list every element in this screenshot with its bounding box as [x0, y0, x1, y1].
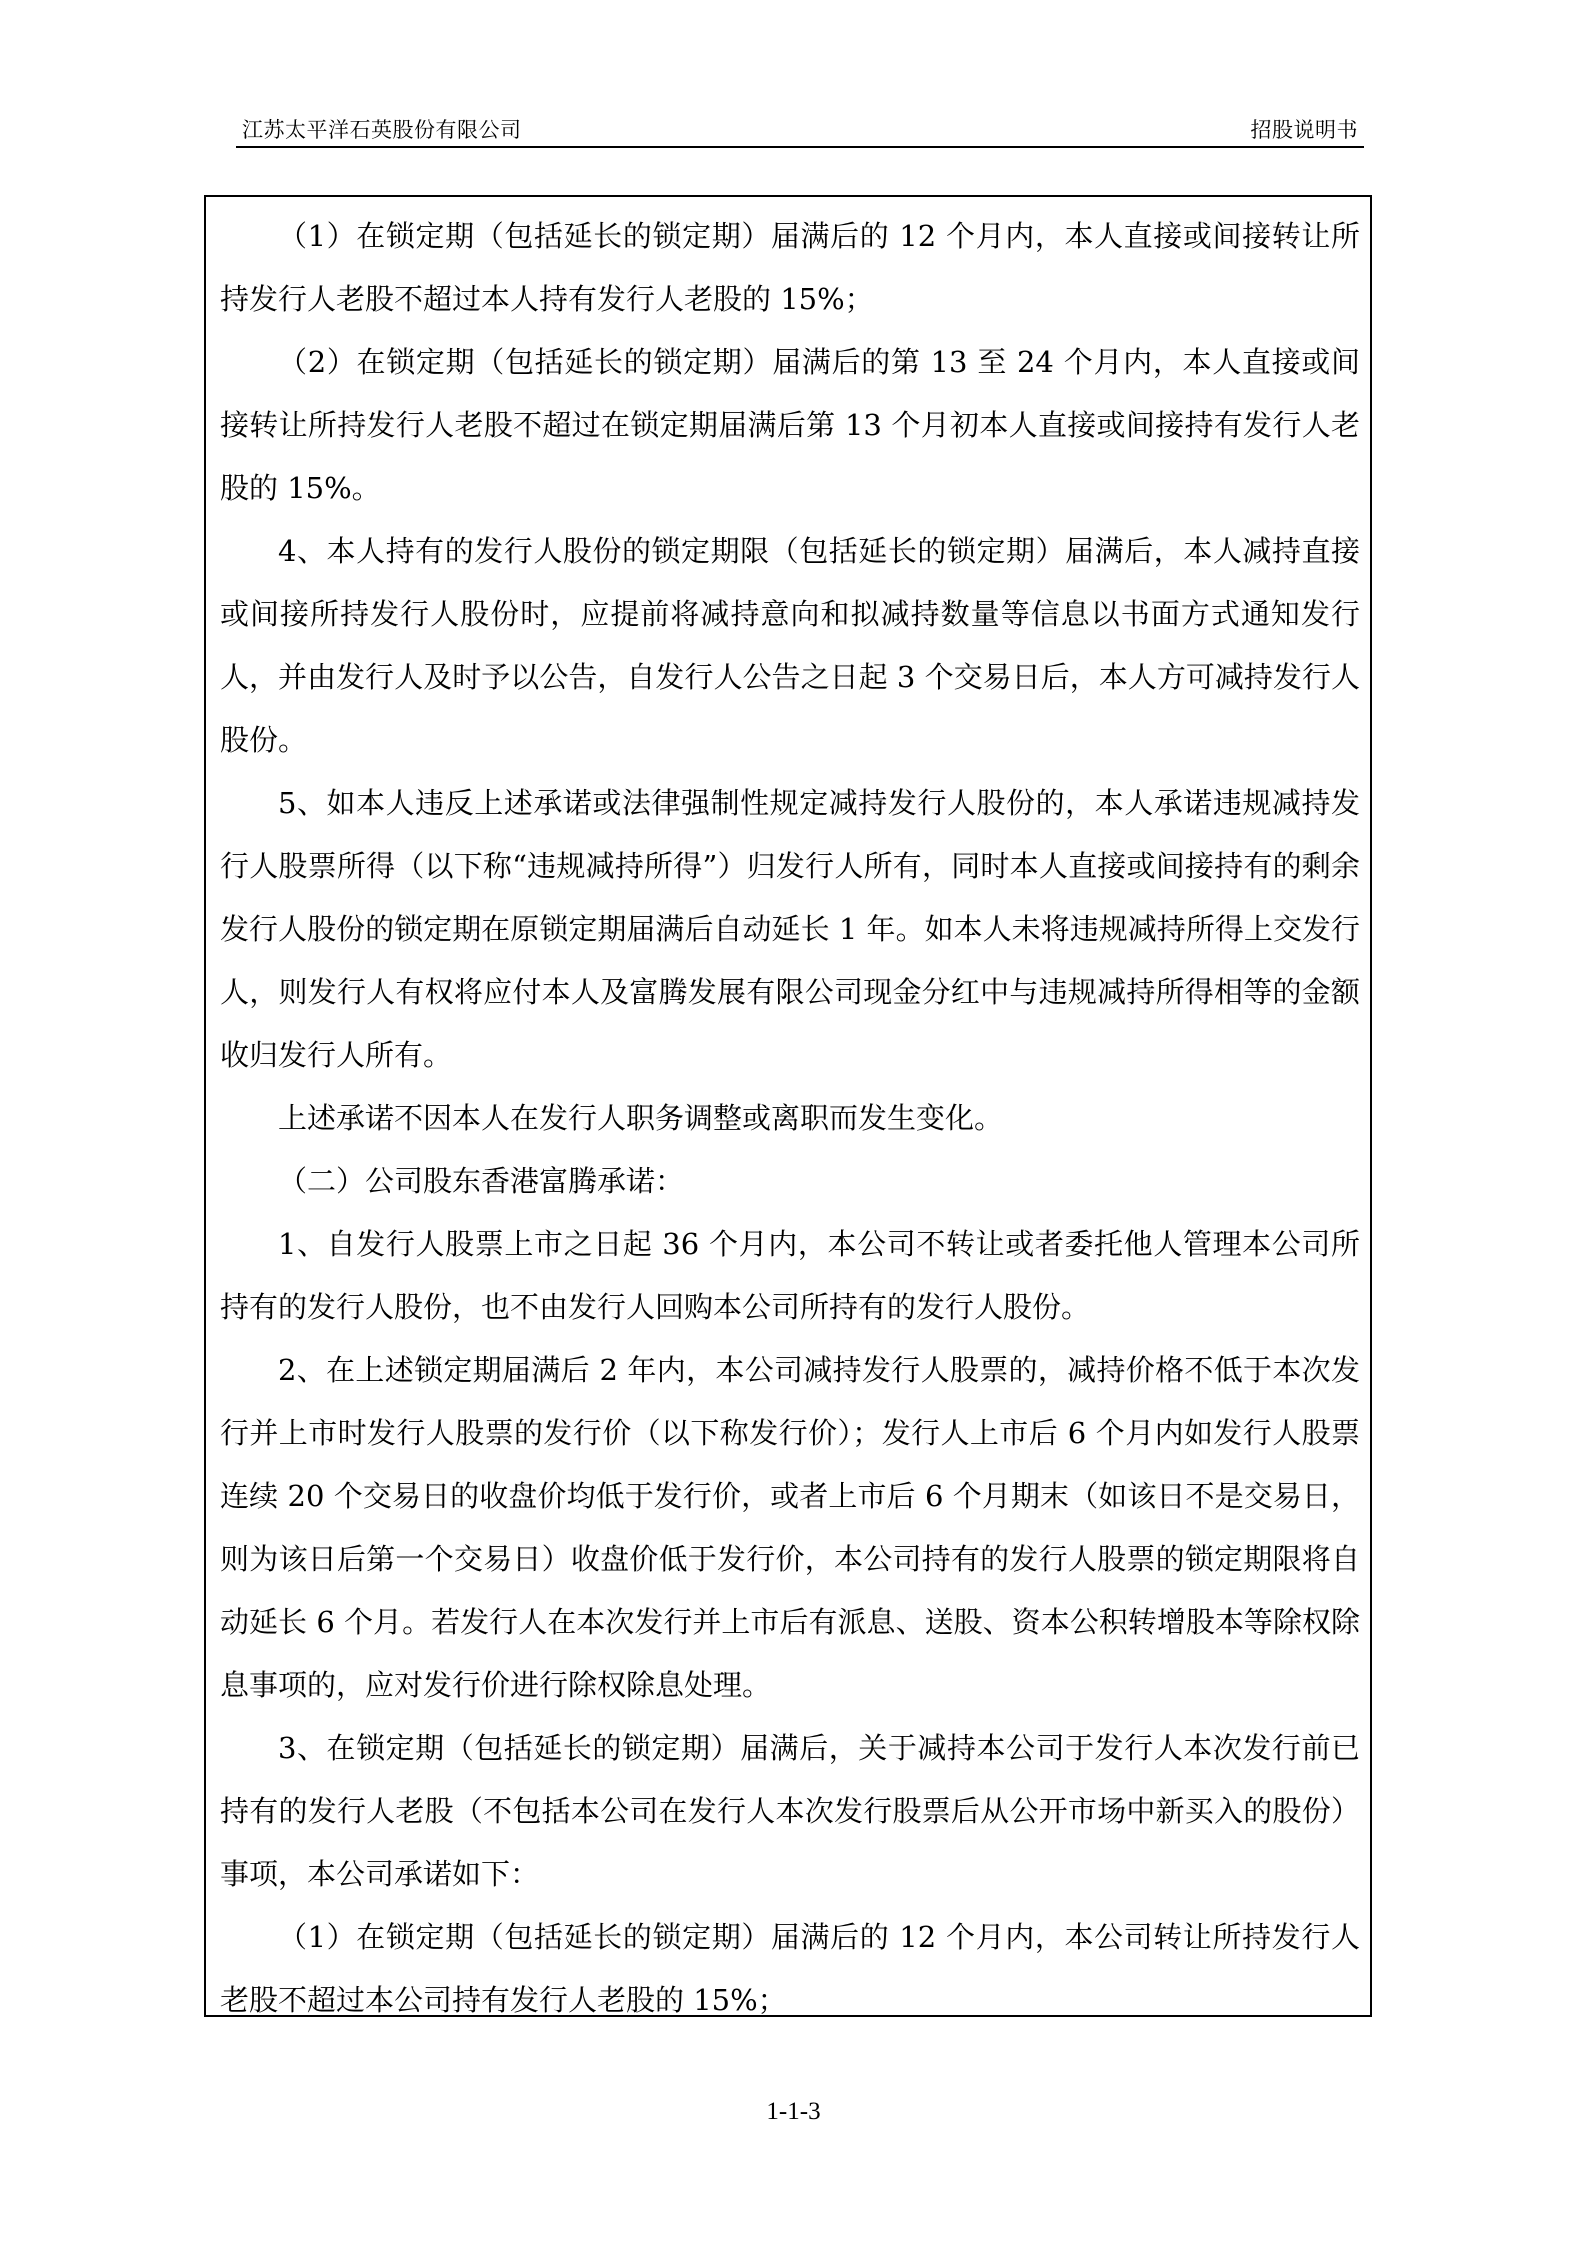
paragraph: 3、在锁定期（包括延长的锁定期）届满后，关于减持本公司于发行人本次发行前已持有的发行人老股（不包括本公司在发行人本次发行股票后从公开市场中新买入的股份）事项，本公司承诺如下： — [220, 1731, 1360, 1891]
company-name: 江苏太平洋石英股份有限公司 — [242, 118, 522, 142]
content-frame — [204, 195, 1372, 2017]
paragraph: 2、在上述锁定期届满后 2 年内，本公司减持发行人股票的，减持价格不低于本次发行并上市时发行人股票的发行价（以下称发行价）；发行人上市后 6 个月内如发行人股票连续 20 个交易日的收盘价均低于发行价，或者上市后 6 个月期末（如该日不是交易日，则为该日后第一个交易日）收盘价低于发行价，本公司持有的发行人股票的锁定期限将自动延长 6 个月。若发行人在本次发行并上市后有派息、送股、资本公积转增股本等除权除息事项的，应对发行价进行除权除息处理。 — [220, 1353, 1360, 1702]
paragraph: 4、本人持有的发行人股份的锁定期限（包括延长的锁定期）届满后，本人减持直接或间接所持发行人股份时，应提前将减持意向和拟减持数量等信息以书面方式通知发行人，并由发行人及时予以公告，自发行人公告之日起 3 个交易日后，本人方可减持发行人股份。 — [220, 534, 1360, 757]
page-header — [236, 110, 1364, 148]
content-body — [220, 205, 1360, 2032]
paragraph: （1）在锁定期（包括延长的锁定期）届满后的 12 个月内，本人直接或间接转让所持发行人老股不超过本人持有发行人老股的 15%； — [220, 219, 1360, 316]
document-type: 招股说明书 — [1250, 118, 1358, 142]
paragraph: 1、自发行人股票上市之日起 36 个月内，本公司不转让或者委托他人管理本公司所持有的发行人股份，也不由发行人回购本公司所持有的发行人股份。 — [220, 1227, 1360, 1324]
paragraph: （2）在锁定期（包括延长的锁定期）届满后的第 13 至 24 个月内，本人直接或间接转让所持发行人老股不超过在锁定期届满后第 13 个月初本人直接或间接持有发行人老股的 15%。 — [220, 345, 1360, 505]
page-number: 1-1-3 — [766, 2098, 821, 2125]
paragraph: （1）在锁定期（包括延长的锁定期）届满后的 12 个月内，本公司转让所持发行人老股不超过本公司持有发行人老股的 15%； — [220, 1920, 1360, 2017]
paragraph: 5、如本人违反上述承诺或法律强制性规定减持发行人股份的，本人承诺违规减持发行人股票所得（以下称“违规减持所得”）归发行人所有，同时本人直接或间接持有的剩余发行人股份的锁定期在原锁定期届满后自动延长 1 年。如本人未将违规减持所得上交发行人，则发行人有权将应付本人及富腾发展有限公司现金分红中与违规减持所得相等的金额收归发行人所有。 — [220, 786, 1360, 1072]
paragraph: 上述承诺不因本人在发行人职务调整或离职而发生变化。 — [278, 1101, 1004, 1135]
paragraph: （二）公司股东香港富腾承诺： — [278, 1164, 685, 1198]
